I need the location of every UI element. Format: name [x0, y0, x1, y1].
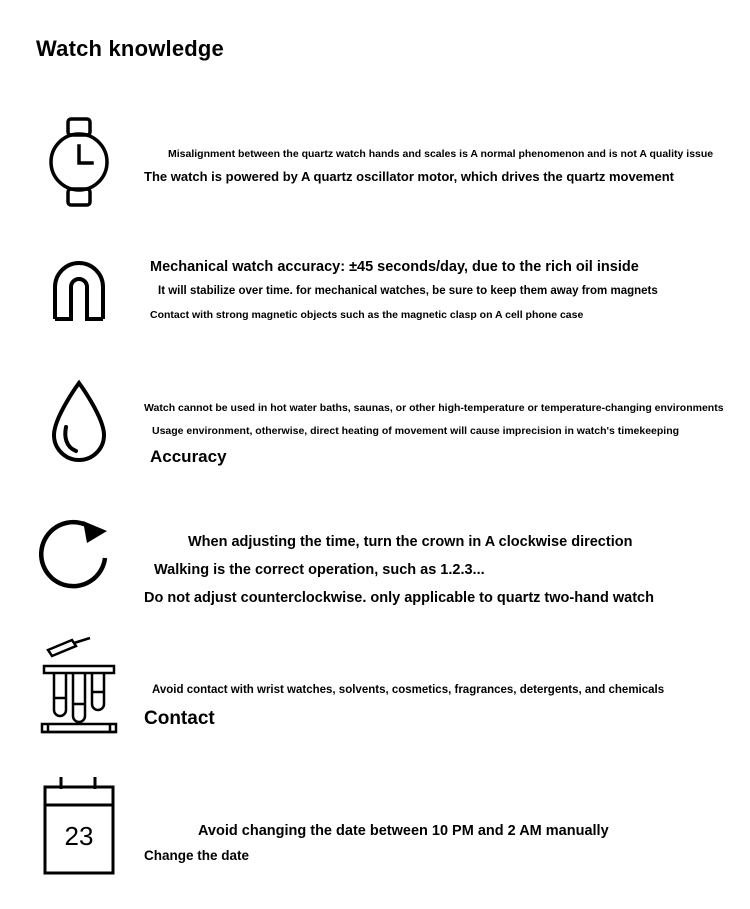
water-text-block — [140, 397, 744, 471]
calendar-icon — [36, 780, 122, 876]
quartz-line-1: Misalignment between the quartz watch hands and scales is A normal phenomenon and is not A quality issue — [168, 148, 714, 160]
chemical-line-2: Contact — [144, 708, 215, 729]
crown-line-1: When adjusting the time, turn the crown in A clockwise direction — [188, 534, 633, 550]
date-line-2: Change the date — [144, 848, 250, 863]
section-water — [0, 375, 750, 487]
water-line-2: Usage environment, otherwise, direct heating of movement will cause imprecision in watch's timekeeping — [152, 425, 680, 437]
wrist-watch-icon — [36, 114, 122, 210]
calendar-day-number: 23 — [64, 821, 94, 851]
chemical-text-block — [140, 678, 744, 736]
horseshoe-magnet-icon — [36, 245, 122, 341]
chemical-line-1: Avoid contact with wrist watches, solvents, cosmetics, fragrances, detergents, and chemicals — [152, 684, 665, 696]
section-magnet — [0, 245, 750, 355]
water-line-1: Watch cannot be used in hot water baths, saunas, or other high-temperature or temperature-changing environments — [144, 402, 724, 414]
magnet-line-2: It will stabilize over time. for mechanical watches, be sure to keep them away from magnets — [158, 285, 658, 297]
date-text-block — [140, 818, 744, 868]
section-chemicals — [0, 640, 750, 760]
section-crown — [0, 510, 750, 622]
water-drop-icon — [36, 375, 122, 471]
clockwise-arrow-icon — [36, 510, 122, 606]
quartz-line-2: The watch is powered by A quartz oscillator motor, which drives the quartz movement — [144, 169, 674, 184]
section-quartz-watch — [0, 108, 750, 218]
crown-line-2: Walking is the correct operation, such as 1.2.3... — [154, 562, 485, 578]
crown-line-3: Do not adjust counterclockwise. only applicable to quartz two-hand watch — [144, 590, 654, 606]
magnet-line-3: Contact with strong magnetic objects such as the magnetic clasp on A cell phone case — [150, 309, 584, 321]
date-line-1: Avoid changing the date between 10 PM and 2 AM manually — [198, 823, 609, 839]
crown-text-block — [140, 528, 744, 612]
page-title: Watch knowledge — [36, 36, 224, 61]
section-date — [0, 780, 750, 900]
magnet-text-block — [140, 255, 744, 327]
magnet-line-1: Mechanical watch accuracy: ±45 seconds/day, due to the rich oil inside — [150, 259, 639, 275]
water-line-3: Accuracy — [150, 447, 227, 466]
test-tube-rack-icon — [36, 640, 122, 736]
quartz-text-block — [140, 144, 744, 190]
